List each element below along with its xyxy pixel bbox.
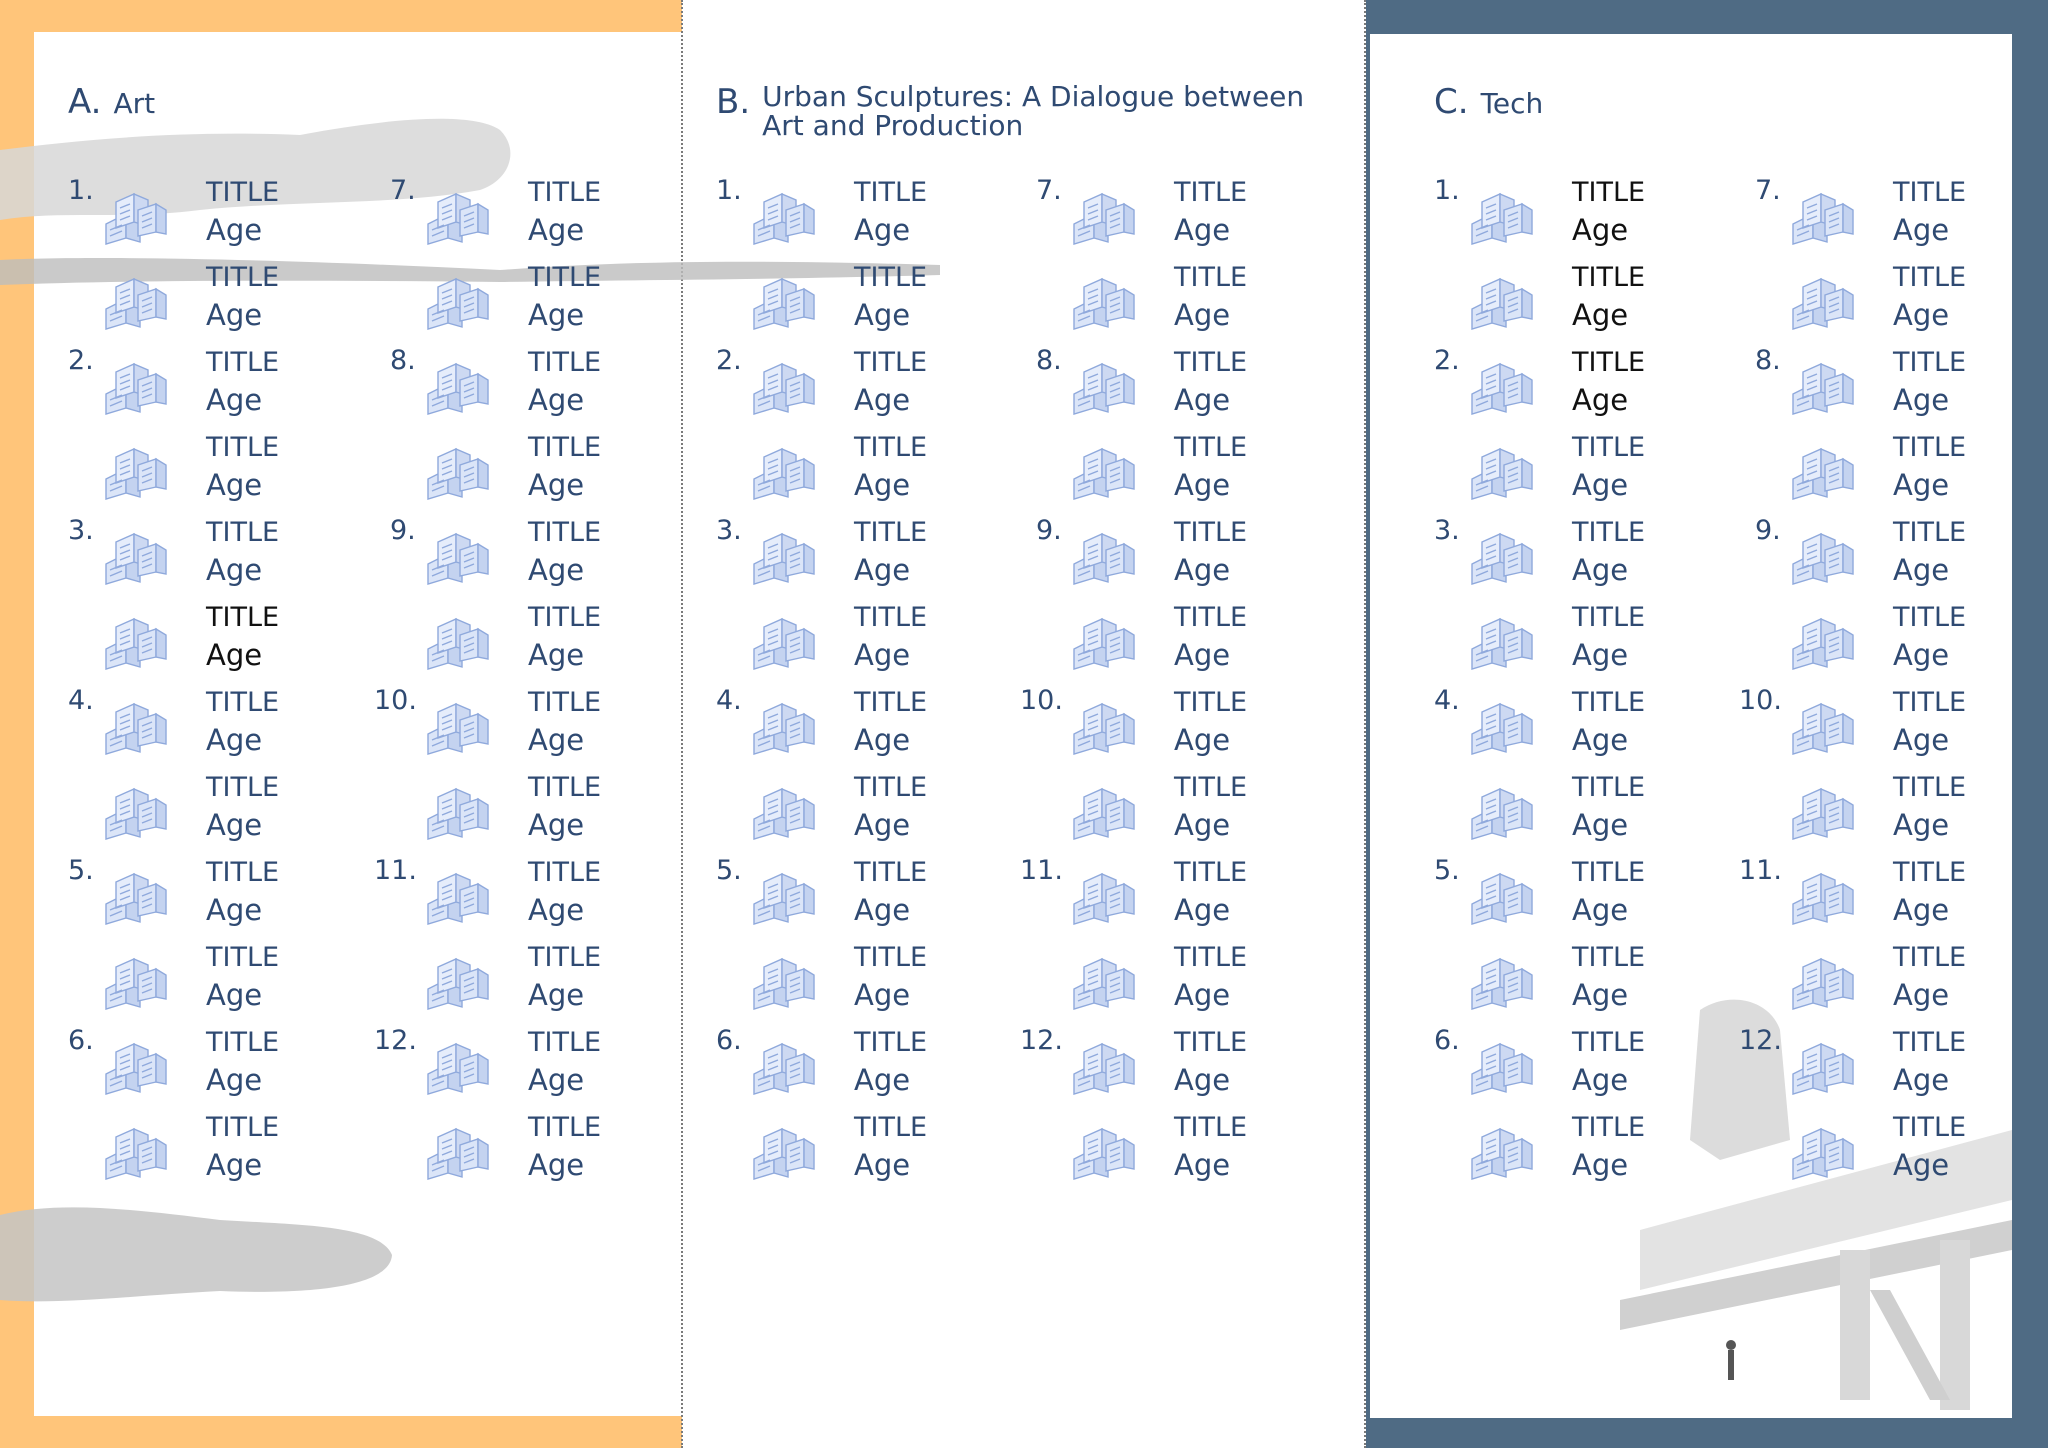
panel-c-letter: C. (1434, 82, 1469, 122)
item-number: 7. (1036, 175, 1062, 206)
item-title: TITLE (206, 1112, 280, 1143)
building-icon (1787, 860, 1857, 926)
top-orange-band (0, 0, 682, 32)
item-title: TITLE (528, 772, 602, 803)
item-age: Age (1893, 553, 1950, 587)
building-icon (100, 1030, 170, 1096)
building-icon (748, 775, 818, 841)
item-number: 6. (716, 1025, 742, 1056)
item-title: TITLE (1572, 1027, 1646, 1058)
item-age: Age (1174, 1148, 1231, 1182)
building-icon (422, 435, 492, 501)
item-title: TITLE (1174, 1027, 1248, 1058)
item-title: TITLE (854, 602, 928, 633)
panel-a-letter: A. (68, 82, 102, 122)
item-title: TITLE (528, 517, 602, 548)
building-icon (422, 605, 492, 671)
building-icon (1466, 1030, 1536, 1096)
item-age: Age (1572, 978, 1629, 1012)
item-number: 3. (716, 515, 742, 546)
item-title: TITLE (528, 602, 602, 633)
item-title: TITLE (1893, 772, 1967, 803)
panel-b-title-line2: Art and Production (762, 109, 1024, 142)
item-number: 12. (1739, 1025, 1782, 1056)
item-title: TITLE (1174, 602, 1248, 633)
item-number: 2. (1434, 345, 1460, 376)
building-icon (422, 1030, 492, 1096)
building-icon (1068, 775, 1138, 841)
item-age: Age (1174, 468, 1231, 502)
building-icon (422, 1115, 492, 1181)
building-icon (748, 1115, 818, 1181)
item-age: Age (1572, 553, 1629, 587)
item-number: 10. (1739, 685, 1782, 716)
building-icon (1787, 605, 1857, 671)
item-age: Age (1572, 1063, 1629, 1097)
item-title: TITLE (1572, 262, 1646, 293)
building-icon (1068, 435, 1138, 501)
item-age: Age (1893, 1148, 1950, 1182)
item-number: 10. (374, 685, 417, 716)
item-age: Age (1572, 638, 1629, 672)
item-age: Age (854, 1148, 911, 1182)
item-title: TITLE (854, 687, 928, 718)
panel-b-title-line1: Urban Sculptures: A Dialogue between (762, 80, 1305, 113)
item-age: Age (206, 383, 263, 417)
item-age: Age (854, 468, 911, 502)
item-number: 8. (1755, 345, 1781, 376)
item-age: Age (206, 213, 263, 247)
item-title: TITLE (1174, 177, 1248, 208)
item-title: TITLE (1572, 432, 1646, 463)
item-title: TITLE (206, 772, 280, 803)
item-title: TITLE (854, 1112, 928, 1143)
building-icon (1787, 265, 1857, 331)
building-icon (422, 690, 492, 756)
item-number: 11. (1020, 855, 1063, 886)
item-title: TITLE (1174, 687, 1248, 718)
item-age: Age (854, 638, 911, 672)
building-icon (100, 945, 170, 1011)
building-icon (1787, 775, 1857, 841)
building-icon (100, 265, 170, 331)
building-icon (1787, 945, 1857, 1011)
item-number: 9. (1755, 515, 1781, 546)
item-age: Age (1174, 383, 1231, 417)
item-age: Age (1893, 978, 1950, 1012)
item-age: Age (528, 298, 585, 332)
item-title: TITLE (1174, 772, 1248, 803)
building-icon (100, 690, 170, 756)
item-age: Age (854, 213, 911, 247)
building-icon (1466, 945, 1536, 1011)
item-age: Age (528, 808, 585, 842)
item-age: Age (854, 383, 911, 417)
building-icon (1068, 350, 1138, 416)
item-title: TITLE (206, 942, 280, 973)
item-age: Age (206, 1063, 263, 1097)
item-number: 6. (1434, 1025, 1460, 1056)
item-title: TITLE (854, 772, 928, 803)
item-age: Age (1174, 553, 1231, 587)
item-number: 1. (1434, 175, 1460, 206)
item-number: 8. (390, 345, 416, 376)
item-age: Age (1174, 808, 1231, 842)
item-number: 11. (1739, 855, 1782, 886)
item-age: Age (528, 978, 585, 1012)
item-number: 4. (68, 685, 94, 716)
building-icon (1787, 435, 1857, 501)
item-age: Age (1893, 638, 1950, 672)
item-age: Age (854, 893, 911, 927)
building-icon (748, 690, 818, 756)
item-title: TITLE (1893, 177, 1967, 208)
item-age: Age (528, 553, 585, 587)
building-icon (100, 520, 170, 586)
item-title: TITLE (854, 177, 928, 208)
item-age: Age (528, 213, 585, 247)
building-icon (422, 860, 492, 926)
item-age: Age (528, 638, 585, 672)
item-age: Age (206, 893, 263, 927)
item-age: Age (1893, 723, 1950, 757)
item-title: TITLE (1572, 517, 1646, 548)
building-icon (1068, 1115, 1138, 1181)
item-number: 5. (1434, 855, 1460, 886)
building-icon (748, 605, 818, 671)
building-icon (422, 350, 492, 416)
building-icon (100, 605, 170, 671)
item-number: 12. (1020, 1025, 1063, 1056)
panel-b-letter: B. (716, 82, 751, 122)
item-title: TITLE (528, 347, 602, 378)
item-age: Age (854, 553, 911, 587)
item-number: 8. (1036, 345, 1062, 376)
item-title: TITLE (854, 347, 928, 378)
building-icon (100, 180, 170, 246)
item-title: TITLE (528, 262, 602, 293)
item-title: TITLE (1893, 942, 1967, 973)
item-age: Age (1174, 978, 1231, 1012)
item-age: Age (528, 1063, 585, 1097)
item-age: Age (206, 808, 263, 842)
item-age: Age (854, 723, 911, 757)
building-icon (1466, 350, 1536, 416)
item-number: 4. (1434, 685, 1460, 716)
item-age: Age (528, 723, 585, 757)
item-age: Age (1174, 638, 1231, 672)
building-icon (1068, 690, 1138, 756)
building-icon (748, 435, 818, 501)
item-title: TITLE (206, 347, 280, 378)
building-icon (1466, 1115, 1536, 1181)
item-age: Age (1572, 298, 1629, 332)
item-title: TITLE (1174, 517, 1248, 548)
item-number: 3. (1434, 515, 1460, 546)
building-icon (422, 775, 492, 841)
item-age: Age (854, 298, 911, 332)
item-title: TITLE (528, 687, 602, 718)
item-title: TITLE (854, 857, 928, 888)
panel-a-title: Art (113, 87, 156, 120)
item-title: TITLE (1572, 1112, 1646, 1143)
item-title: TITLE (854, 942, 928, 973)
item-title: TITLE (1893, 262, 1967, 293)
item-title: TITLE (206, 1027, 280, 1058)
item-number: 2. (716, 345, 742, 376)
item-title: TITLE (1572, 347, 1646, 378)
panel-b-heading (716, 82, 1304, 140)
stone-sculpture-bottom-image (0, 1195, 400, 1315)
item-title: TITLE (1893, 602, 1967, 633)
building-icon (748, 1030, 818, 1096)
building-icon (100, 860, 170, 926)
item-title: TITLE (1893, 1027, 1967, 1058)
item-title: TITLE (528, 942, 602, 973)
item-age: Age (1572, 723, 1629, 757)
item-title: TITLE (1174, 347, 1248, 378)
item-number: 9. (390, 515, 416, 546)
building-icon (1466, 265, 1536, 331)
item-title: TITLE (1893, 517, 1967, 548)
item-age: Age (1893, 808, 1950, 842)
item-number: 10. (1020, 685, 1063, 716)
building-icon (1787, 520, 1857, 586)
building-icon (1068, 520, 1138, 586)
building-icon (1068, 180, 1138, 246)
item-age: Age (1572, 893, 1629, 927)
item-age: Age (854, 808, 911, 842)
item-title: TITLE (854, 432, 928, 463)
item-age: Age (1572, 1148, 1629, 1182)
panel-b-title (762, 82, 1304, 140)
item-number: 7. (1755, 175, 1781, 206)
bottom-slate-band (1366, 1418, 2048, 1448)
bottom-orange-band (0, 1416, 682, 1448)
item-title: TITLE (206, 687, 280, 718)
item-number: 7. (390, 175, 416, 206)
building-icon (100, 1115, 170, 1181)
item-title: TITLE (206, 602, 280, 633)
item-title: TITLE (1572, 687, 1646, 718)
building-icon (100, 435, 170, 501)
item-title: TITLE (528, 432, 602, 463)
building-icon (1068, 860, 1138, 926)
building-icon (422, 180, 492, 246)
panel-c-heading (1434, 82, 1543, 122)
item-age: Age (854, 1063, 911, 1097)
building-icon (748, 265, 818, 331)
item-age: Age (1572, 808, 1629, 842)
building-icon (748, 860, 818, 926)
item-title: TITLE (1572, 772, 1646, 803)
building-icon (748, 520, 818, 586)
building-icon (1466, 605, 1536, 671)
item-title: TITLE (1572, 177, 1646, 208)
building-icon (1466, 860, 1536, 926)
building-icon (748, 945, 818, 1011)
item-age: Age (528, 468, 585, 502)
item-age: Age (1174, 723, 1231, 757)
panel-a-heading (68, 82, 155, 122)
item-age: Age (528, 1148, 585, 1182)
building-icon (1787, 1030, 1857, 1096)
item-title: TITLE (1174, 432, 1248, 463)
item-title: TITLE (528, 1112, 602, 1143)
building-icon (748, 180, 818, 246)
item-age: Age (206, 638, 263, 672)
item-title: TITLE (1893, 1112, 1967, 1143)
building-icon (100, 350, 170, 416)
building-icon (100, 775, 170, 841)
item-age: Age (1893, 298, 1950, 332)
item-title: TITLE (1572, 942, 1646, 973)
building-icon (1466, 775, 1536, 841)
item-age: Age (206, 553, 263, 587)
item-title: TITLE (528, 177, 602, 208)
item-age: Age (1174, 1063, 1231, 1097)
building-icon (1466, 690, 1536, 756)
item-age: Age (854, 978, 911, 1012)
building-icon (1787, 350, 1857, 416)
item-age: Age (1893, 383, 1950, 417)
item-title: TITLE (1893, 347, 1967, 378)
item-age: Age (1174, 893, 1231, 927)
item-age: Age (1893, 1063, 1950, 1097)
building-icon (748, 350, 818, 416)
building-icon (1787, 690, 1857, 756)
item-number: 5. (68, 855, 94, 886)
item-age: Age (206, 1148, 263, 1182)
building-icon (1787, 180, 1857, 246)
item-title: TITLE (1174, 857, 1248, 888)
building-icon (1068, 265, 1138, 331)
item-number: 12. (374, 1025, 417, 1056)
item-age: Age (206, 978, 263, 1012)
left-slate-edge (1366, 0, 1370, 1448)
item-age: Age (528, 383, 585, 417)
item-age: Age (1572, 213, 1629, 247)
item-title: TITLE (1893, 687, 1967, 718)
item-age: Age (1174, 213, 1231, 247)
item-age: Age (206, 468, 263, 502)
building-icon (422, 520, 492, 586)
item-age: Age (1572, 383, 1629, 417)
building-icon (422, 265, 492, 331)
item-number: 3. (68, 515, 94, 546)
item-number: 11. (374, 855, 417, 886)
fold-divider-right (1364, 0, 1366, 1448)
item-title: TITLE (528, 857, 602, 888)
item-number: 1. (716, 175, 742, 206)
item-title: TITLE (528, 1027, 602, 1058)
item-title: TITLE (206, 432, 280, 463)
right-slate-band (2012, 0, 2048, 1448)
item-number: 1. (68, 175, 94, 206)
item-title: TITLE (206, 857, 280, 888)
building-icon (1466, 520, 1536, 586)
item-number: 4. (716, 685, 742, 716)
building-icon (1068, 945, 1138, 1011)
item-age: Age (206, 298, 263, 332)
item-title: TITLE (854, 262, 928, 293)
item-age: Age (1174, 298, 1231, 332)
item-title: TITLE (1572, 857, 1646, 888)
item-title: TITLE (1572, 602, 1646, 633)
item-age: Age (1893, 893, 1950, 927)
item-age: Age (1893, 468, 1950, 502)
building-icon (1068, 1030, 1138, 1096)
building-icon (1466, 180, 1536, 246)
item-number: 9. (1036, 515, 1062, 546)
panel-c-title: Tech (1480, 87, 1544, 120)
item-number: 2. (68, 345, 94, 376)
item-title: TITLE (854, 1027, 928, 1058)
item-title: TITLE (1174, 942, 1248, 973)
item-title: TITLE (206, 517, 280, 548)
item-title: TITLE (1893, 432, 1967, 463)
item-age: Age (1893, 213, 1950, 247)
item-title: TITLE (1174, 1112, 1248, 1143)
building-icon (422, 945, 492, 1011)
item-title: TITLE (1893, 857, 1967, 888)
item-age: Age (528, 893, 585, 927)
item-number: 5. (716, 855, 742, 886)
item-title: TITLE (1174, 262, 1248, 293)
top-slate-band (1366, 0, 2048, 34)
item-age: Age (206, 723, 263, 757)
item-title: TITLE (854, 517, 928, 548)
item-title: TITLE (206, 177, 280, 208)
building-icon (1466, 435, 1536, 501)
item-age: Age (1572, 468, 1629, 502)
building-icon (1787, 1115, 1857, 1181)
item-number: 6. (68, 1025, 94, 1056)
building-icon (1068, 605, 1138, 671)
item-title: TITLE (206, 262, 280, 293)
